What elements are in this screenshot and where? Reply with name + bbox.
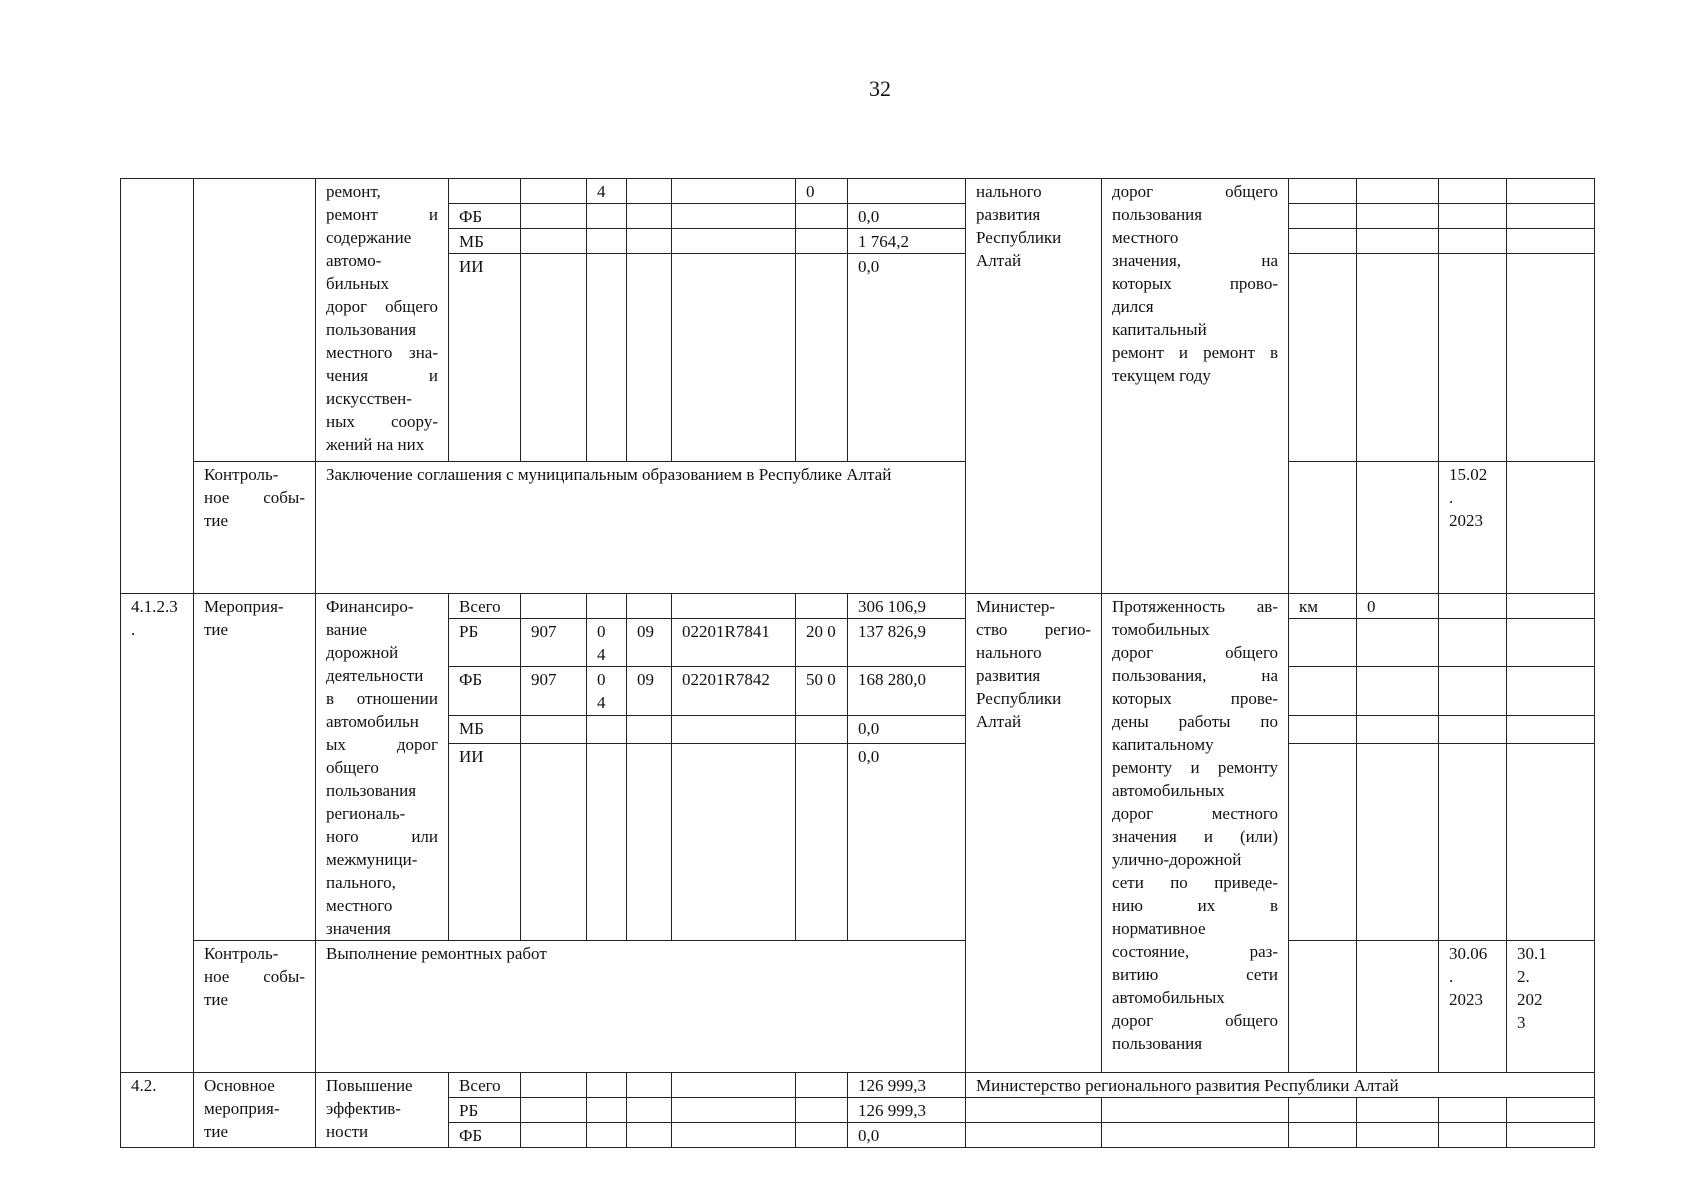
table-row (121, 594, 1595, 619)
page-number: 32 (869, 76, 891, 101)
cell-amt: 0,0 (848, 254, 966, 462)
cell-d: 0 4 (587, 667, 627, 715)
cell-src: ФБ (449, 667, 521, 715)
control-event-date-1: 15.02 . 2023 (1439, 462, 1507, 594)
cell-d: 0 4 (587, 619, 627, 667)
cell-num: 4.2. (121, 1073, 194, 1148)
cell-amt: 1 764,2 (848, 229, 966, 254)
indicator-1: дорог общего пользования местного значения, на которых прово- дился капитальный ремонт и ремонт в текущем году (1102, 179, 1289, 594)
cell-g (521, 179, 587, 204)
measure-name-2: Финансиро- вание дорожной деятельности в отношении автомобильн ых дорог общего пользования региональ- ного или межмуници- пального, местного значения (316, 594, 449, 941)
cell-g: 907 (521, 667, 587, 715)
table-row (121, 941, 1595, 1073)
cell-amt (848, 179, 966, 204)
cell-amt: 0,0 (848, 204, 966, 229)
cell-src: ИИ (449, 254, 521, 462)
cell-base: 0 (1357, 594, 1439, 619)
cell-amt: 0,0 (848, 1123, 966, 1148)
cell-v: 50 0 (796, 667, 848, 715)
cell-c (672, 179, 796, 204)
cell-c: 02201R7841 (672, 619, 796, 667)
program-table (120, 178, 1595, 1148)
cell-src: ИИ (449, 743, 521, 940)
cell-amt: 137 826,9 (848, 619, 966, 667)
executor-2: Министер- ство регио- нального развития Республики Алтай (966, 594, 1102, 1073)
measure-name-3: Повышение эффектив- ности (316, 1073, 449, 1148)
cell-d: 4 (587, 179, 627, 204)
cell-src: ФБ (449, 204, 521, 229)
cell-src (449, 179, 521, 204)
cell-r: 09 (627, 619, 672, 667)
cell-amt: 306 106,9 (848, 594, 966, 619)
cell-type (194, 179, 316, 462)
cell-amt: 126 999,3 (848, 1098, 966, 1123)
cell-c: 02201R7842 (672, 667, 796, 715)
cell-src: Всего (449, 1073, 521, 1098)
table-row (121, 462, 1595, 594)
cell-src: ФБ (449, 1123, 521, 1148)
cell-src: РБ (449, 1098, 521, 1123)
measure-name-1: ремонт, ремонт и содержание автомо- бильных дорог общего пользования местного зна- чения и искусствен- ных соору- жений на них (316, 179, 449, 462)
cell-src: МБ (449, 715, 521, 743)
executor-3: Министерство регионального развития Республики Алтай (966, 1073, 1595, 1098)
cell-num: 4.1.2.3 . (121, 594, 194, 1073)
control-event-text-1: Заключение соглашения с муниципальным образованием в Республике Алтай (316, 462, 966, 594)
cell-amt: 126 999,3 (848, 1073, 966, 1098)
control-event-label-2: Контроль- ное собы- тие (194, 941, 316, 1073)
table-row (121, 1073, 1595, 1098)
cell-v: 0 (796, 179, 848, 204)
control-event-label-1: Контроль- ное собы- тие (194, 462, 316, 594)
cell-num (121, 179, 194, 594)
executor-1: нального развития Республики Алтай (966, 179, 1102, 594)
cell-src: Всего (449, 594, 521, 619)
cell-unit: км (1289, 594, 1357, 619)
indicator-2: Протяженность ав- томобильных дорог общего пользования, на которых прове- дены работы по капитальному ремонту и ремонту автомобильных дорог местного значения и (или) улично-дорожной сети по приведе- нию их в нормативное состояние, раз- витию сети автомобильных дорог общего пользования (1102, 594, 1289, 1073)
cell-type: Мероприя- тие (194, 594, 316, 941)
cell-src: МБ (449, 229, 521, 254)
control-event-start-2: 30.06 . 2023 (1439, 941, 1507, 1073)
cell-g: 907 (521, 619, 587, 667)
cell-amt: 0,0 (848, 743, 966, 940)
control-event-end-2: 30.1 2. 202 3 (1507, 941, 1595, 1073)
cell-r (627, 179, 672, 204)
cell-r: 09 (627, 667, 672, 715)
table-row (121, 179, 1595, 204)
cell-type: Основное мероприя- тие (194, 1073, 316, 1148)
control-event-text-2: Выполнение ремонтных работ (316, 941, 966, 1073)
cell-src: РБ (449, 619, 521, 667)
cell-v: 20 0 (796, 619, 848, 667)
cell-amt: 168 280,0 (848, 667, 966, 715)
cell-amt: 0,0 (848, 715, 966, 743)
